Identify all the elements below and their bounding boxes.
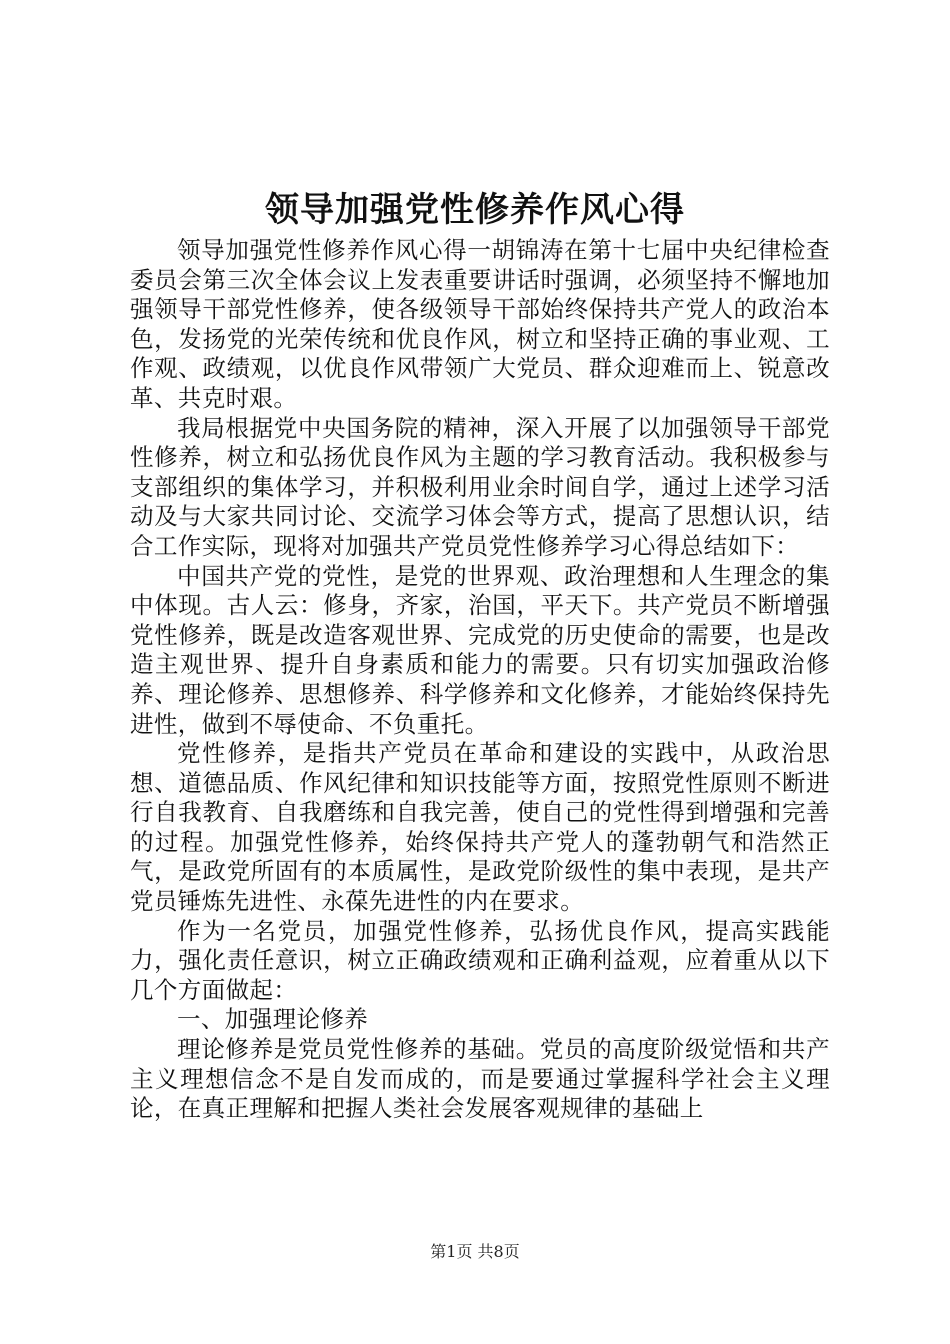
section-heading: 一、加强理论修养	[177, 1005, 369, 1034]
paragraph-1: 领导加强党性修养作风心得一胡锦涛在第十七届中央纪律检查委员会第三次全体会议上发表重要讲话时强调，必须坚持不懈地加强领导干部党性修养，使各级领导干部始终保持共产党人的政治本色，发扬党的光荣传统和优良作风，树立和坚持正确的事业观、工作观、政绩观，以优良作风带领广大党员、群众迎难而上、锐意改革、共克时艰。	[130, 236, 830, 412]
page-footer: 第1页 共8页	[430, 1242, 520, 1261]
section-paragraph: 理论修养是党员党性修养的基础。党员的高度阶级觉悟和共产主义理想信念不是自发而成的，而是要通过掌握科学社会主义理论，在真正理解和把握人类社会发展客观规律的基础上	[130, 1035, 830, 1123]
document-title: 领导加强党性修养作风心得	[265, 190, 685, 230]
paragraph-4: 党性修养，是指共产党员在革命和建设的实践中，从政治思想、道德品质、作风纪律和知识技能等方面，按照党性原则不断进行自我教育、自我磨练和自我完善，使自己的党性得到增强和完善的过程。加强党性修养，始终保持共产党人的蓬勃朝气和浩然正气，是政党所固有的本质属性，是政党阶级性的集中表现，是共产党员锤炼先进性、永葆先进性的内在要求。	[130, 739, 830, 916]
document-body	[130, 236, 830, 1124]
paragraph-2: 我局根据党中央国务院的精神，深入开展了以加强领导干部党性修养，树立和弘扬优良作风为主题的学习教育活动。我积极参与支部组织的集体学习，并积极利用业余时间自学，通过上述学习活动及与大家共同讨论、交流学习体会等方式，提高了思想认识，结合工作实际，现将对加强共产党员党性修养学习心得总结如下：	[130, 413, 830, 560]
paragraph-3: 中国共产党的党性，是党的世界观、政治理想和人生理念的集中体现。古人云：修身，齐家，治国，平天下。共产党员不断增强党性修养，既是改造客观世界、完成党的历史使命的需要，也是改造主观世界、提升自身素质和能力的需要。只有切实加强政治修养、理论修养、思想修养、科学修养和文化修养，才能始终保持先进性，做到不辱使命、不负重托。	[130, 561, 830, 738]
paragraph-5: 作为一名党员，加强党性修养，弘扬优良作风，提高实践能力，强化责任意识，树立正确政绩观和正确利益观，应着重从以下几个方面做起：	[130, 916, 830, 1004]
